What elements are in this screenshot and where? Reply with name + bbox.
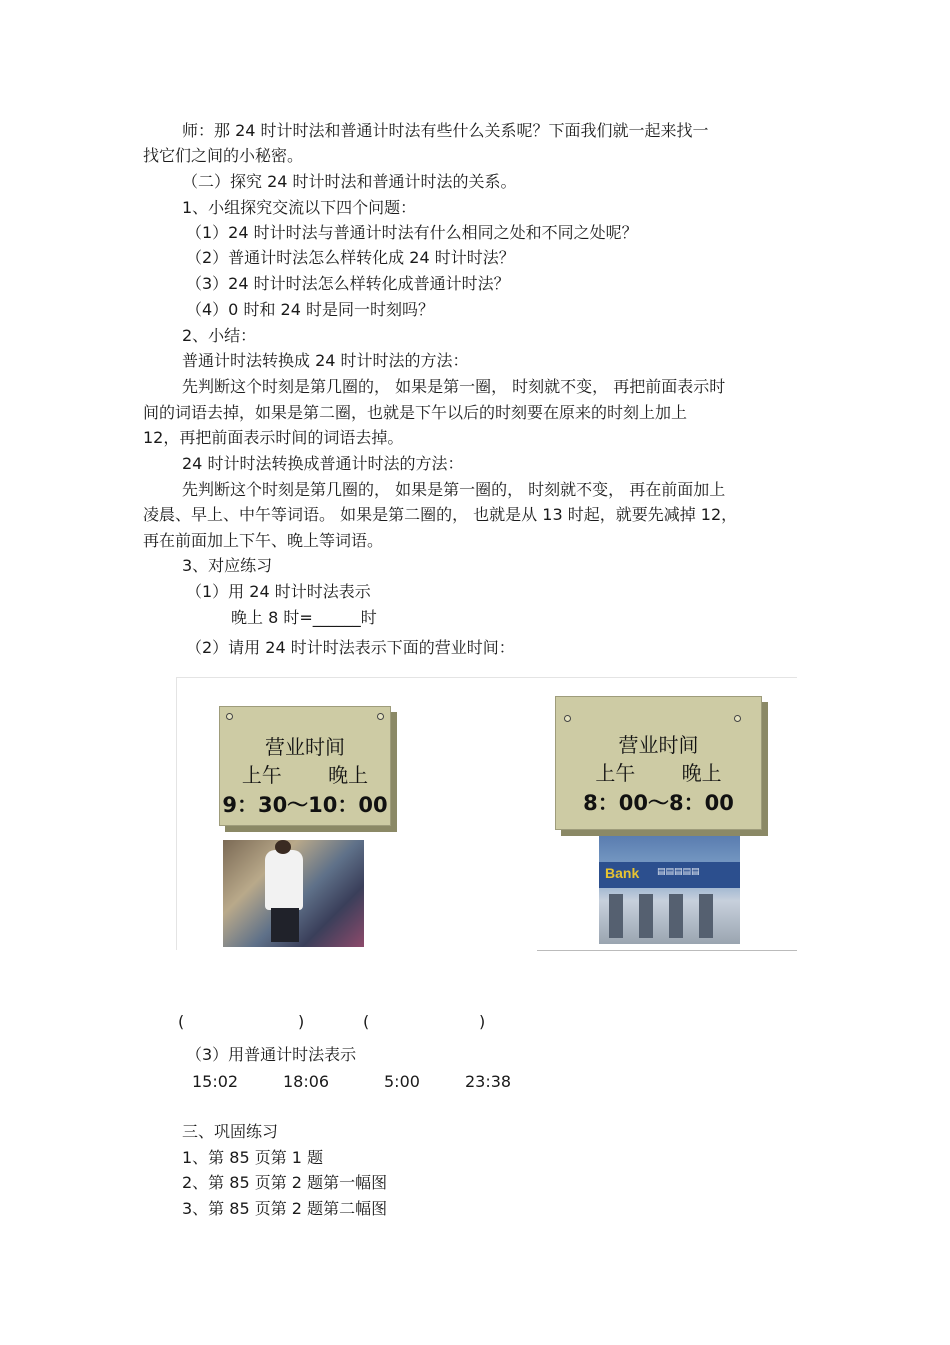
sign-nail-icon (377, 713, 384, 720)
paragraph-line: 1、小组探究交流以下四个问题： (182, 198, 417, 217)
answer-blank-open: ( (363, 1012, 370, 1031)
sign-nail-icon (734, 715, 741, 722)
time-value: 15:02 (192, 1072, 239, 1091)
bank-photo: Bank ▤▤▤▤▤ (599, 836, 740, 944)
sign-title: 营业时间 (265, 735, 345, 759)
exercise-item: （1）用 24 时计时法表示 (186, 582, 371, 601)
practice-item: 1、第 85 页第 1 题 (182, 1148, 324, 1167)
sign-periods: 上午 晚上 (595, 761, 722, 785)
bank-logo: Bank (605, 865, 640, 881)
paragraph-line: 找它们之间的小秘密。 (143, 146, 304, 165)
time-value: 5:00 (384, 1072, 420, 1091)
exercise-item: （2）请用 24 时计时法表示下面的营业时间： (186, 638, 515, 657)
sign-periods: 上午 晚上 (241, 763, 369, 787)
paragraph-line: 12，再把前面表示时间的词语去掉。 (143, 428, 404, 447)
paragraph-line: 3、对应练习 (182, 556, 273, 575)
answer-blank-close: ) (298, 1012, 305, 1031)
paragraph-line: 先判断这个时刻是第几圈的， 如果是第一圈， 时刻就不变， 再把前面表示时 (182, 377, 726, 396)
paragraph-line: 间的词语去掉，如果是第二圈，也就是下午以后的时刻要在原来的时刻上加上 (143, 403, 688, 422)
answer-blank-close: ) (479, 1012, 486, 1031)
sign-title: 营业时间 (618, 733, 699, 757)
paragraph-line: 再在前面加上下午、晚上等词语。 (143, 531, 384, 550)
sign-hours: 8：00～8：00 (583, 791, 734, 815)
business-hours-sign-left (219, 706, 391, 826)
question-item: （3）24 时计时法怎么样转化成普通计时法？ (186, 274, 510, 293)
exercise-blank: 晚上 8 时=______时 (231, 608, 377, 627)
practice-item: 3、第 85 页第 2 题第二幅图 (182, 1199, 388, 1218)
sign-hours: 9：30～10：00 (222, 793, 388, 817)
paragraph-line: 24 时计时法转换成普通计时法的方法： (182, 454, 464, 473)
question-item: （2）普通计时法怎么样转化成 24 时计时法？ (186, 248, 515, 267)
answer-blank-open: ( (178, 1012, 185, 1031)
section-heading: （二）探究 24 时计时法和普通计时法的关系。 (182, 172, 517, 191)
section-heading: 三、巩固练习 (182, 1122, 279, 1141)
paragraph-line: 师：那 24 时计时法和普通计时法有些什么关系呢？下面我们就一起来找一 (182, 121, 709, 140)
exercise-item: （3）用普通计时法表示 (186, 1045, 357, 1064)
time-value: 23:38 (465, 1072, 512, 1091)
paragraph-line: 先判断这个时刻是第几圈的， 如果是第一圈的， 时刻就不变， 再在前面加上 (182, 480, 726, 499)
paragraph-line: 普通计时法转换成 24 时计时法的方法： (182, 351, 469, 370)
time-value: 18:06 (283, 1072, 330, 1091)
supermarket-photo (223, 840, 364, 947)
paragraph-line: 2、小结： (182, 326, 257, 345)
question-item: （4）0 时和 24 时是同一时刻吗？ (186, 300, 434, 319)
sign-nail-icon (226, 713, 233, 720)
paragraph-line: 凌晨、早上、中午等词语。 如果是第二圈的， 也就是从 13 时起，就要先减掉 12， (143, 505, 738, 524)
shopper-shape (265, 850, 303, 910)
business-hours-sign-right (555, 696, 762, 830)
practice-item: 2、第 85 页第 2 题第一幅图 (182, 1173, 388, 1192)
question-item: （1）24 时计时法与普通计时法有什么相同之处和不同之处呢？ (186, 223, 638, 242)
sign-nail-icon (564, 715, 571, 722)
business-hours-figure (176, 677, 797, 950)
